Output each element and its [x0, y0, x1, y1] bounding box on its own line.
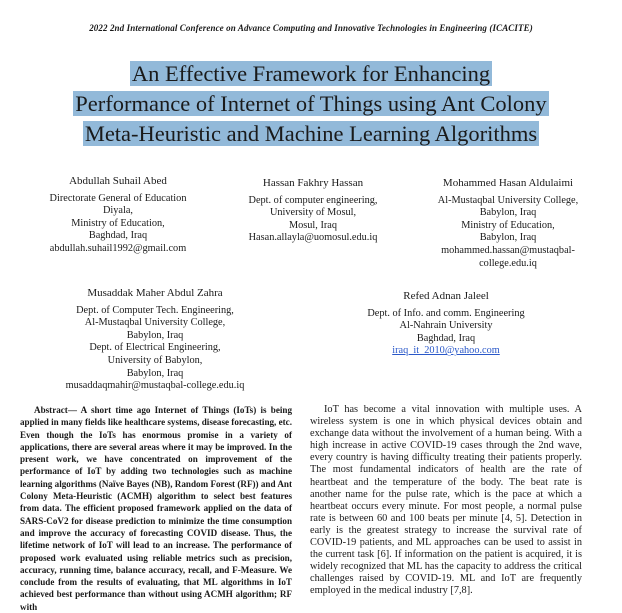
author-block-2 — [213, 177, 413, 245]
author-affiliation-line: Dept. of Electrical Engineering, — [89, 342, 221, 354]
author-email: Hasan.allayla@uomosul.edu.iq — [248, 232, 378, 244]
conference-header: 2022 2nd International Conference on Advance Computing and Innovative Technologies in Engineering (ICACITE) — [89, 23, 533, 33]
author-affiliation-line: Babylon, Iraq — [126, 367, 184, 379]
author-block-3 — [408, 177, 608, 270]
author-affiliation-line: Babylon, Iraq — [479, 232, 537, 244]
author-affiliation-line: Diyala, — [102, 205, 134, 217]
author-affiliation-line: Al-Nahrain University — [399, 320, 493, 332]
title-line-2: Performance of Internet of Things using Ant Colony — [75, 91, 547, 116]
author-name: Hassan Fakhry Hassan — [262, 177, 364, 189]
author-name: Refed Adnan Jaleel — [403, 290, 489, 302]
author-block-4 — [55, 287, 255, 393]
author-email: college.edu.iq — [479, 257, 537, 269]
author-affiliation-line: Baghdad, Iraq — [416, 332, 476, 344]
author-email-link[interactable]: iraq_it_2010@yahoo.com — [392, 345, 500, 357]
author-affiliation-line: Dept. of computer engineering, — [248, 194, 378, 206]
author-affiliation-line: Ministry of Education, — [71, 217, 165, 229]
author-affiliation-line: University of Mosul, — [269, 207, 357, 219]
introduction-text: IoT has become a vital innovation with multiple uses. A wireless system is one in which physical devices obtain and exchange data without the involvement of a human being. With a high increase in active COVID-19 cases through the 2nd wave, every country is having difficulty treating their patients properly. The most fundamental indicators of health are the rate of heartbeat and the temperature of the body. The beat rate is another name for the pulse rate, which is the pace at which a heartbeat occurs every minute. For most people, a normal pulse rate is between 60 and 100 beats per minute [4, 5]. Detection in early is the greatest strategy to increase the survival rate of COVID-19 patients, and ML approaches can be used to assist in the current task [6]. If information on the patient is acquired, it is widely recognized that ML has the capacity to address the critical challenges raised by COVID-19. ML and IoT are frequently employed in the medical industry [7,8]. — [310, 404, 582, 597]
paper-title — [0, 59, 622, 149]
author-affiliation-line: Al-Mustaqbal University College, — [84, 317, 226, 329]
author-block-1 — [18, 175, 218, 256]
author-affiliation-line: University of Babylon, — [107, 354, 203, 366]
author-name: Mohammed Hasan Aldulaimi — [442, 177, 574, 189]
author-affiliation-line: Ministry of Education, — [461, 219, 555, 231]
author-affiliation-line: Dept. of Computer Tech. Engineering, — [76, 304, 234, 316]
author-email: abdullah.suhail1992@gmail.com — [49, 242, 187, 254]
author-block-5 — [346, 290, 546, 358]
author-affiliation-line: Baghdad, Iraq — [88, 230, 148, 242]
author-affiliation-line: Al-Mustaqbal University College, — [437, 194, 579, 206]
title-line-1: An Effective Framework for Enhancing — [131, 61, 491, 86]
author-affiliation-line: Directorate General of Education — [49, 192, 187, 204]
author-email: musaddaqmahir@mustaqbal-college.edu.iq — [65, 380, 245, 392]
author-affiliation-line: Mosul, Iraq — [288, 219, 338, 231]
author-email: mohammed.hassan@mustaqbal- — [441, 244, 575, 256]
author-name: Musaddak Maher Abdul Zahra — [87, 287, 223, 299]
author-affiliation-line: Babylon, Iraq — [126, 329, 184, 341]
author-affiliation-line: Babylon, Iraq — [479, 207, 537, 219]
author-affiliation-line: Dept. of Info. and comm. Engineering — [367, 307, 525, 319]
abstract-text: Abstract— A short time ago Internet of Things (IoTs) is being applied in many fields like healthcare systems, disease forecasting, etc. Even though the IoTs has enormous promise in a variety of applications, there are several areas where it may be improved. In the present work, we have concentrated on improvement of the performance of IoT by adding two technologies such as machine learning algorithms (Naïve Bayes (NB), Random Forest (RF)) and Ant Colony Meta-Heuristic (ACMH) algorithm to select best features from data. The efficient proposed framework applied on the data of SARS-CoV2 for disease prediction to minimize the time consumption and improve the accuracy of forecasting COVID disease. Thus, the lifetime network of IoT will lead to an increase. The performance of proposed work evaluated using reliable metrics such as precision, accuracy, running time, balance accuracy, recall, and F-Measure. We conclude from the results of evaluating, that ML algorithms in IoT achieved best performance than without using ACMH algorithm; RF with — [20, 405, 292, 612]
title-line-3: Meta-Heuristic and Machine Learning Algorithms — [84, 121, 538, 146]
author-name: Abdullah Suhail Abed — [69, 175, 167, 187]
